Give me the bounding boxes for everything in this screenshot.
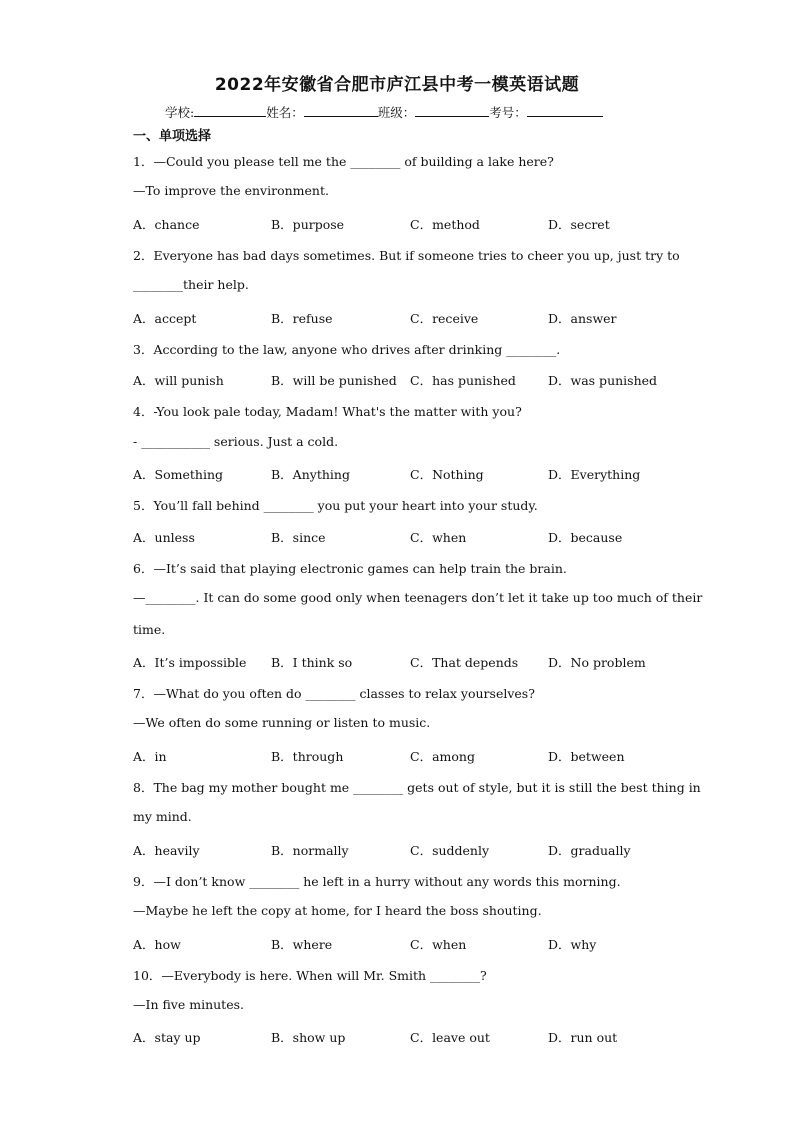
question-9-line: 9．—I don’t know ________ he left in a hurry without any words this morning. (133, 873, 621, 889)
question-7-option-b: B．through (271, 748, 344, 764)
question-4-option-c: C．Nothing (410, 467, 484, 482)
question-6-option-d: D．No problem (548, 654, 646, 670)
question-5-option-a: A．unless (133, 529, 195, 545)
question-3-option-c: C．has punished (410, 373, 516, 389)
question-10-line: —In five minutes. (133, 997, 244, 1013)
question-3-option-a: A．will punish (133, 373, 224, 389)
number-blank (527, 104, 603, 117)
question-8-line: my mind. (133, 809, 192, 825)
exam-title: 2022年安徽省合肥市庐江县中考一模英语试题 (214, 75, 580, 95)
question-4-option-d: D．Everything (548, 467, 641, 482)
question-8-option-b: B．normally (271, 842, 349, 858)
section-heading: 一、单项选择 (133, 129, 212, 144)
question-5-line: 5．You’ll fall behind ________ you put your heart into your study. (133, 498, 538, 514)
question-10-option-d: D．run out (548, 1030, 618, 1046)
question-4-line: - ___________ serious. Just a cold. (133, 433, 339, 449)
class-blank (415, 104, 489, 117)
student-info-line (165, 103, 645, 121)
question-1-line: 1．—Could you please tell me the ________ of building a lake here? (133, 154, 554, 169)
question-7-line: —We often do some running or listen to music. (133, 715, 431, 731)
question-10-option-a: A．stay up (133, 1030, 201, 1046)
question-8-line: 8．The bag my mother bought me ________ gets out of style, but it is still the best thing in (133, 780, 701, 795)
question-5-option-b: B．since (271, 529, 326, 545)
question-6-option-c: C．That depends (410, 654, 519, 670)
question-4-option-b: B．Anything (271, 467, 350, 482)
question-8-option-a: A．heavily (133, 842, 200, 858)
question-2-option-c: C．receive (410, 310, 479, 326)
class-label: 班级： (377, 105, 416, 120)
question-9-line: —Maybe he left the copy at home, for I heard the boss shouting. (133, 903, 542, 919)
question-7-option-a: A．in (133, 748, 167, 764)
question-8-option-c: C．suddenly (410, 842, 490, 858)
question-4-line: 4．-You look pale today, Madam! What's the matter with you? (133, 404, 522, 420)
question-6-line: —________. It can do some good only when teenagers don’t let it take up too much of their (133, 590, 703, 606)
question-2-line: ________their help. (133, 277, 249, 293)
question-2-option-b: B．refuse (271, 310, 333, 326)
question-2-option-d: D．answer (548, 310, 617, 326)
question-9-option-c: C．when (410, 936, 467, 952)
question-1-option-d: D．secret (548, 216, 610, 232)
question-6-option-b: B．I think so (271, 654, 353, 670)
question-10-option-c: C．leave out (410, 1030, 490, 1046)
question-8-option-d: D．gradually (548, 842, 631, 858)
question-10-option-b: B．show up (271, 1030, 346, 1046)
name-label: 姓名： (266, 105, 304, 120)
question-7-option-d: D．between (548, 748, 625, 764)
question-5-option-d: D．because (548, 529, 623, 545)
question-1-option-c: C．method (410, 216, 480, 232)
question-1-option-a: A．chance (133, 216, 200, 232)
question-9-option-d: D．why (548, 936, 597, 952)
question-6-line: time. (133, 621, 166, 637)
question-10-line: 10．—Everybody is here. When will Mr. Smith ________? (133, 967, 487, 983)
question-1-line: —To improve the environment. (133, 183, 329, 199)
question-7-option-c: C．among (410, 748, 475, 764)
question-7-line: 7．—What do you often do ________ classes to relax yourselves? (133, 686, 535, 702)
school-blank (194, 104, 266, 117)
school-label: 学校: (165, 105, 195, 120)
question-3-option-b: B．will be punished (271, 373, 397, 389)
question-6-option-a: A．It’s impossible (133, 654, 247, 670)
question-5-option-c: C．when (410, 529, 467, 545)
question-3-option-d: D．was punished (548, 373, 658, 389)
question-2-option-a: A．accept (133, 310, 197, 326)
number-label: 考号： (489, 105, 527, 120)
question-6-line: 6．—It’s said that playing electronic games can help train the brain. (133, 560, 567, 576)
question-3-line: 3．According to the law, anyone who drives after drinking ________. (133, 341, 561, 357)
question-1-option-b: B．purpose (271, 216, 345, 232)
question-9-option-b: B．where (271, 936, 333, 952)
question-9-option-a: A．how (133, 936, 181, 952)
question-2-line: 2．Everyone has bad days sometimes. But if someone tries to cheer you up, just try to (133, 247, 680, 263)
question-4-option-a: A．Something (133, 467, 223, 482)
name-blank (304, 104, 378, 117)
